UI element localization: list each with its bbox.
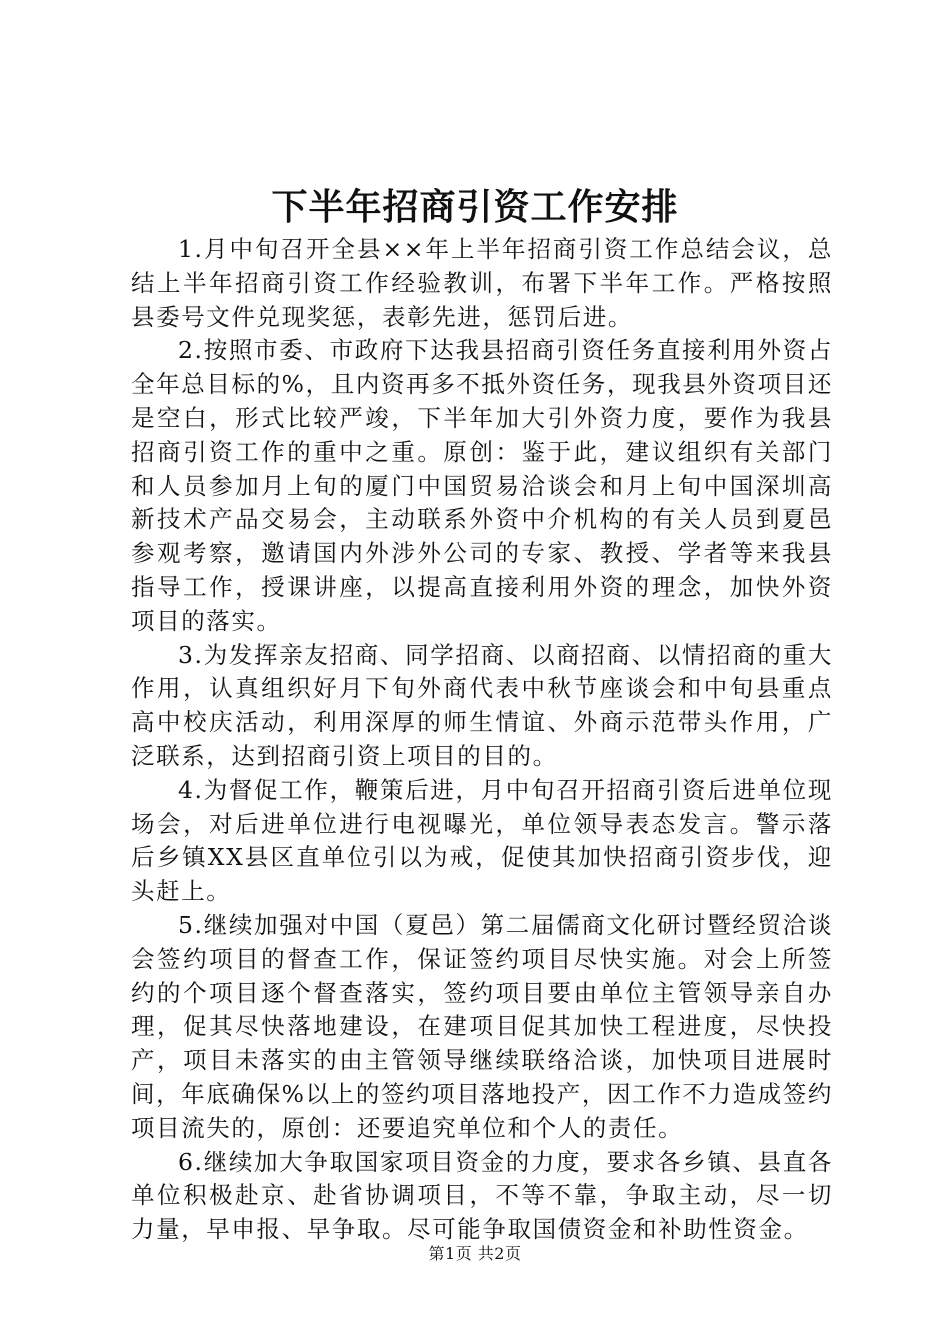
paragraph-4: 4.为督促工作，鞭策后进，月中旬召开招商引资后进单位现场会，对后进单位进行电视曝光，单位领导表态发言。警示落后乡镇XX县区直单位引以为戒，促使其加快招商引资步伐，迎头赶上。 [131,775,833,906]
paragraph-3: 3.为发挥亲友招商、同学招商、以商招商、以情招商的重大作用，认真组织好月下旬外商代表中秋节座谈会和中旬县重点高中校庆活动，利用深厚的师生情谊、外商示范带头作用，广泛联系，达到招商引资上项目的目的。 [131,640,833,770]
paragraph-5: 5.继续加强对中国（夏邑）第二届儒商文化研讨暨经贸洽谈会签约项目的督查工作，保证签约项目尽快实施。对会上所签约的个项目逐个督查落实，签约项目要由单位主管领导亲自办理，促其尽快落地建设，在建项目促其加快工程进度，尽快投产，项目未落实的由主管领导继续联络洽谈，加快项目进展时间，年底确保%以上的签约项目落地投产，因工作不力造成签约项目流失的，原创：还要追究单位和个人的责任。 [131,910,833,1142]
document-body [131,233,833,1247]
document-title: 下半年招商引资工作安排 [271,186,679,228]
page-number-footer: 第1页 共2页 [428,1244,522,1263]
paragraph-6: 6.继续加大争取国家项目资金的力度，要求各乡镇、县直各单位积极赴京、赴省协调项目，不等不靠，争取主动，尽一切力量，早申报、早争取。尽可能争取国债资金和补助性资金。 [131,1147,833,1244]
paragraph-2: 2.按照市委、市政府下达我县招商引资任务直接利用外资占全年总目标的%，且内资再多不抵外资任务，现我县外资项目还是空白，形式比较严竣，下半年加大引外资力度，要作为我县招商引资工作的重中之重。原创：鉴于此，建议组织有关部门和人员参加月上旬的厦门中国贸易洽谈会和月上旬中国深圳高新技术产品交易会，主动联系外资中介机构的有关人员到夏邑参观考察，邀请国内外涉外公司的专家、教授、学者等来我县指导工作，授课讲座，以提高直接利用外资的理念，加快外资项目的落实。 [131,336,833,635]
paragraph-1: 1.月中旬召开全县××年上半年招商引资工作总结会议，总结上半年招商引资工作经验教训，布署下半年工作。严格按照县委号文件兑现奖惩，表彰先进，惩罚后进。 [131,235,833,331]
